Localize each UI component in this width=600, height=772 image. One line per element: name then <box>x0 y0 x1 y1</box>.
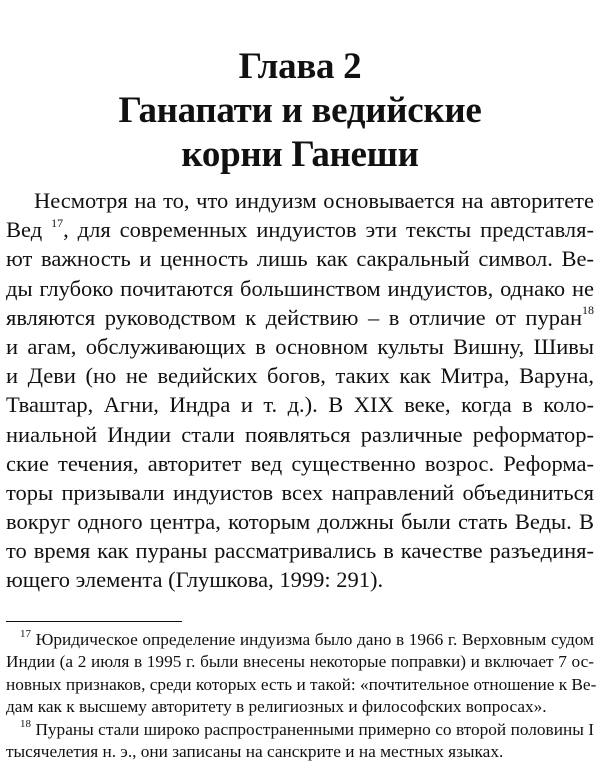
chapter-title-line-2: корни Ганеши <box>181 134 419 175</box>
footnote-line: дам как к высшему авторитету в религиозных и философских вопросах». <box>6 697 547 717</box>
body-line <box>6 215 594 244</box>
body-line: ды глубоко почитаются большинством индуистов, однако не <box>6 275 594 301</box>
chapter-label: Глава 2 <box>238 46 362 87</box>
body-line: Тваштар, Агни, Индра и т. д.). В XIX веке, когда в коло- <box>6 392 594 418</box>
body-line-text: , для современных индуистов эти тексты представля- <box>63 217 595 243</box>
footnote-17 <box>6 629 594 651</box>
footnote-ref-18[interactable]: 18 <box>582 303 594 318</box>
body-line <box>6 303 594 332</box>
footnotes <box>6 628 597 763</box>
footnote-line: Индии (а 2 июля в 1995 г. были внесены некоторые поправки) и включает 7 ос- <box>6 652 594 672</box>
body-line: ские течения, авторитет вед существенно возрос. Реформа- <box>6 450 594 476</box>
footnote-number: 18 <box>20 717 31 730</box>
body-line: ют важность и ценность лишь как сакральный символ. Ве- <box>6 246 594 272</box>
footnote-number: 17 <box>20 628 31 641</box>
footnote-line: тысячелетия н. э., они записаны на санскрите и на местных языках. <box>6 741 504 761</box>
footnote-18 <box>6 719 594 741</box>
body-line: ниальной Индии стали появляться различные реформатор- <box>6 421 594 447</box>
body-line-text: Вед <box>6 217 43 243</box>
body-line: торы призывали индуистов всех направлений объединиться <box>6 479 594 505</box>
body-line: то время как пураны рассматривались в качестве разъединя- <box>6 538 594 564</box>
footnote-text: Пураны стали широко распространенными примерно со второй половины I <box>35 719 594 739</box>
chapter-title-line-1: Ганапати и ведийские <box>118 90 482 131</box>
body-line: и Деви (но не ведийских богов, таких как Митра, Варуна, <box>6 363 594 389</box>
footnote-line: новных признаков, среди которых есть и такой: «почтительное отношение к Ве- <box>6 674 597 694</box>
footnote-ref-17[interactable]: 17 <box>51 215 64 230</box>
body-paragraph <box>6 186 594 595</box>
body-line: и агам, обслуживающих в основном культы Вишну, Шивы <box>6 333 594 359</box>
footnote-divider <box>6 621 182 622</box>
body-line-text: являются руководством к действию – в отличие от пуран <box>6 304 582 330</box>
body-line: ющего элемента (Глушкова, 1999: 291). <box>6 567 384 593</box>
body-line: Несмотря на то, что индуизм основывается на авторитете <box>34 188 594 213</box>
footnote-text: Юридическое определение индуизма было дано в 1966 г. Верховным судом <box>35 630 594 649</box>
body-line: вокруг одного центра, которым должны были стать Веды. В <box>6 509 594 535</box>
